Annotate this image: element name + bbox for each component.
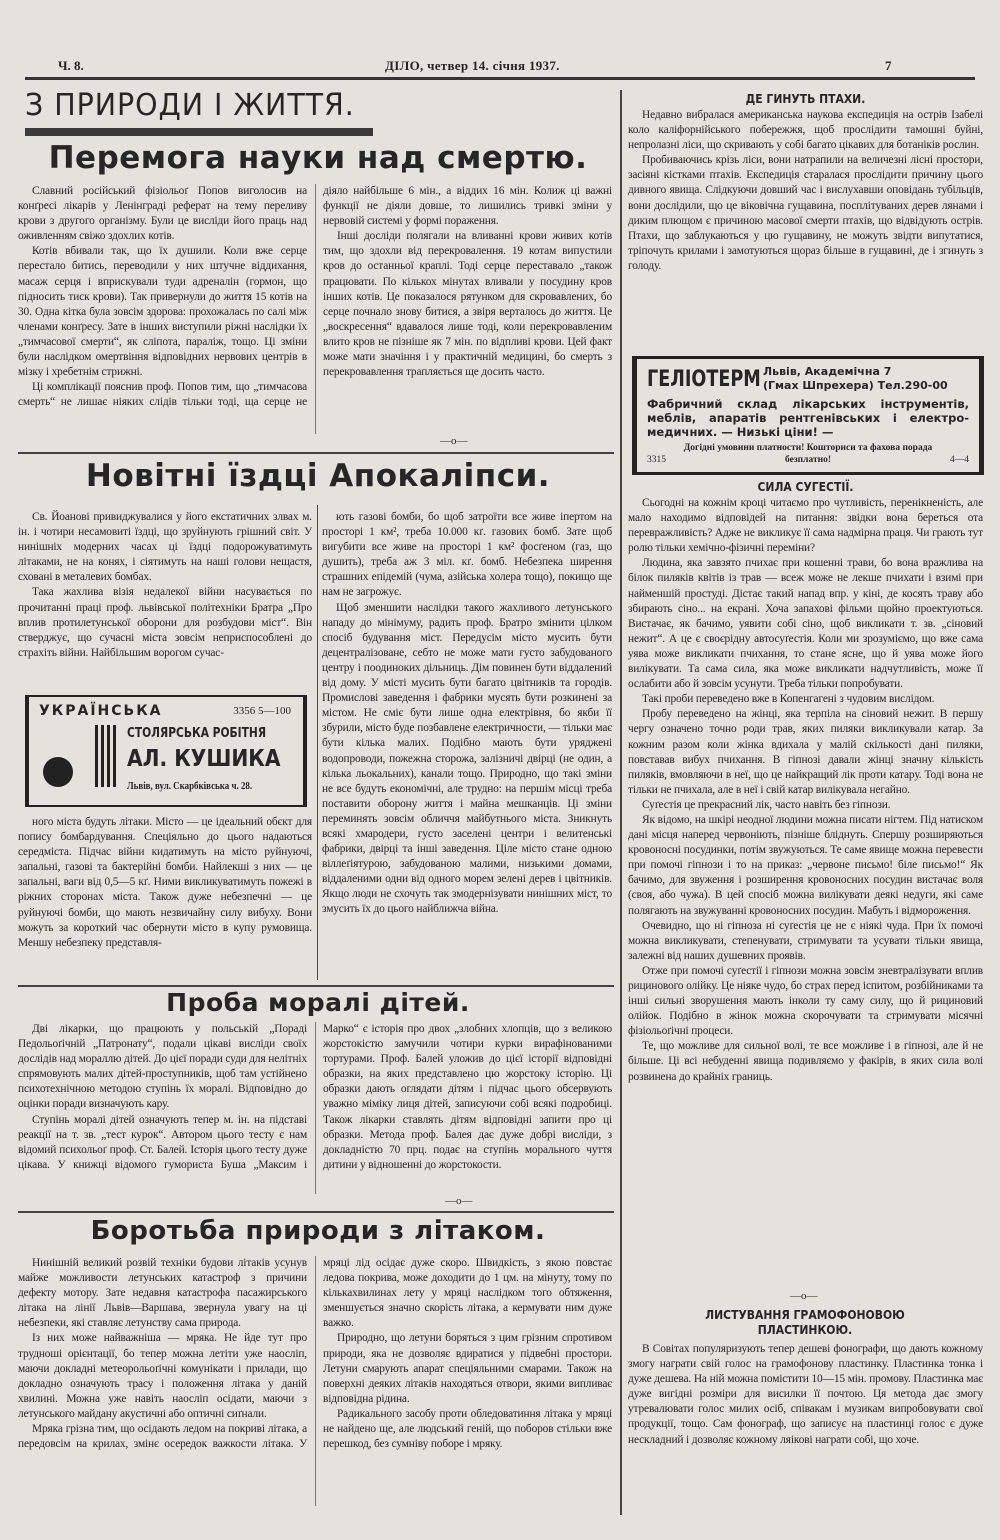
section-title-bar bbox=[25, 128, 373, 136]
divider bbox=[18, 1211, 614, 1213]
paragraph: Як відомо, на шкірі неодної людини можна писати нігтем. Під натиском дані місця наперед червоніють, пізніше бліднуть. Спершу розширяються кровоносні посудинки, потім звужуються. Те саме явище можна перевести при помочі гіпнози і то на приказ: „червоне письмо! біле письмо!“ Як бачимо, для звуження і розширення кровоносних посудин вистачає воля (своя, або чужа). В цей спосіб можна вилікувати деякі недуги, які саме полягають на звужуванні кровоносних посудин. Мабуть і відмороження. bbox=[628, 813, 983, 917]
article-body bbox=[18, 815, 312, 980]
separator: —о— bbox=[790, 1290, 818, 1302]
article-body bbox=[18, 510, 312, 692]
ad-address: Львів, вул. Скарбківська ч. 28. bbox=[127, 781, 253, 792]
ad-terms: Догідні умовини платности! Кошториси та фахова порада безплатно! bbox=[683, 443, 933, 465]
paragraph: Такі проби переведено вже в Копенгагені з чудовим вислідом. bbox=[642, 693, 935, 706]
paragraph: Пробиваючись крізь ліси, вони натрапили на величезні лісні простори, засіяні кістками птахів. Експедиція старалася прослідити причину цього дивного явища. Слідкуючи довший час і вислухавши оповідань тубільців, вони дослідили, що це віковічна гущавина, посплітуваних дерев лянами і диким плющом є причиною масової смерти птахів, що відвідують острів. Птахи, що заблукаються у цю гущавину, не можуть звідти випутатися, тріпочуть крилами і замотуються щораз більше в гущавині, де і згинуть з голоду. bbox=[628, 154, 983, 272]
advertisement-kushyk bbox=[25, 695, 307, 807]
divider bbox=[18, 985, 614, 987]
paragraph: Така жахлива візія недалекої війни насувається по прочитанні праці проф. львівської політехніки Братра „Про вплив протилетунської оборони для розбудови міст“. Він стверджує, що сучасні міста зовсім неприспособлені до страхіть війни. Найбільшим ворогом сучас- bbox=[18, 586, 312, 659]
separator: —о— bbox=[440, 435, 468, 447]
ad-code-left: 3315 bbox=[647, 455, 666, 465]
ad-code: 3356 5—100 bbox=[233, 705, 291, 717]
ad-line3: АЛ. КУШИКА bbox=[127, 746, 281, 772]
paragraph: Нинішній великий розвій техніки будови літаків усунув майже можливости летунських катастроф з причини дефекту мотору. Зате недавня катастрофа пасажирського літака на лінії Львів—Варшава, звернула увагу на ці небезпеки, які ставляє летунству сама природа. bbox=[18, 1257, 307, 1330]
paragraph: Очевидно, що ні гіпноза ні суґестія це не є ніякі чуда. При їх помочі можна викликувати, степенувати, стримувати та усувати тільки явища, залежні від наших душевних проявів. bbox=[628, 919, 983, 962]
paragraph: Із них може найважніша — мряка. Не йде тут про трудноші орієнтації, бо тепер можна летіти уже наосліп, маючи докладні метеорольоґічні комунікати і прилади, що докладно означують трасу і положення літака у даній хвилині. Можна уже навіть наосліп осідати, маючи з летунського майдану акустичні або оптичні сиґнали. bbox=[18, 1332, 307, 1420]
paragraph: Св. Йоанові привиджувалися у його екстатичних злвах м. ін. і чотири несамовиті їздці, що зруйнують грішний світ. У нинішніх модерних часах ці їздці подорожуватимуть літаками, не на конях, і сіятимуть на наші голови нещастя, сховані в металевих бомбах. bbox=[18, 511, 312, 584]
paragraph: Ступінь моралі дітей означують тепер м. ін. на підставі реакції на т. зв. „тест курок“. Автором цього тесту є нам відомий психольоґ проф. Ст. Балей. Історія цього тесту дуже цікава. У книжці відомого гумориста Буша „Максим і Марко“ є історія про двох „злобних хлопців, що з великою жорстокістю замучили чотири курки вирафінованими тортурами. Проф. Балей уложив до цієї історії відповідні образки, на яких представлено цю жорстоку історію. Ці образки дають оглядати дітям і підчас цього обсервують уважно міміку лиця дітей, записуючи собі всякі подробиці. Також лікарки ставлять дітям відповідні запити про ці образки. Метода проф. Балея дає дуже добрі висліди, з докладністю 70 прц. подає на ступінь морального чуття дитини у відношенні до жорстокости. bbox=[18, 1023, 612, 1171]
article-body bbox=[628, 1342, 983, 1507]
paragraph: Дві лікарки, що працюють у польській „Пораді Педольоґічній „Патронату“, подали цікаві висліди своїх дослідів над мораллю дітей. До цієї поради суди для нелітніх спрямовують малих дітей-проступників, щоб там устійнено психотехнічною методою ступінь їх моралі. Відповідно до оцінки поради визначують кару. bbox=[18, 1023, 307, 1111]
page-number: 7 bbox=[885, 58, 892, 73]
paragraph: В Совітах популяризують тепер дешеві фонографи, що дають кожному змогу награти свій голос на грамофонову пластинку. Пластинка тонка і дуже дешева. На ній можна помістити 10—15 мін. промову. Пластинка має дуже вигідні розміри для висилки її почтою. Ця метода дає змогу утревалювати голос милих осіб, співакам і музикам випробовувати свої продукції, тощо. Сам фонограф, що записує на пластинці голос є дуже нескладний і дозволяє кожному ляікові награти собі, що хоче. bbox=[628, 1343, 983, 1446]
paragraph: Щоб зменшити наслідки такого жахливого летунського нападу до мінімуму, радить проф. Братро змінити цілком спосіб будування міст. Передусім місто мусить бути децентралізоване, себто не може мати густо забудованого центру і поодиноких дільниць. Дім повинен бути віддалений від дому. У місті мусить бути багато цвітників та городів. Промислові заведення і фабрики мусять бути розкинені за містом. Не сміє бути лише одна електрівня, бо якби її збурили, місто буде позбавлене електричности, — тільки має бути кілька малих. Подібно мають бути уряджені водопроводи, пожежна сторожа, залізничі двірці (не один, а кілька льокальних), канали тощо. Природно, що такі зміни не все будуть економічні, але трудно: на першім місці треба поставити оборону життя і майна мешканців. Ці зміни переминять зовсім обличчя майбутнього міста. Зникнуть всякі хмародери, густо заселені центри і велитенські фабрики, двірці та інші заведення. Ціле місто стане одною віллеґіятурою, забудованою малими, низькими домами, віддаленими одни від одного морем зелені дерев і цвітників. Якщо люди не схочуть так змодернізувати нинішних міст, то змусить їх до цього найближча війна. bbox=[322, 601, 612, 916]
column-rule bbox=[620, 90, 622, 1515]
circle-logo-icon bbox=[43, 757, 73, 787]
ad-text: Фабричний склад лікарських інструментів, меблів, апаратів рентгенівських і електро-медичних. — Низькі ціни! — bbox=[647, 397, 969, 439]
paragraph: Отже при помочі суґестії і гіпнози можна зовсім зневтралізувати вплив рицинового олійку. Це ніяке чудо, бо страх перед іспитом, розбійниками та інші сильні зворушення мають інколи ту саму силу, що й рициновий олійок. Подібно в жінок можна скорочувати та стримувати місячні фізіольоґічні процеси. bbox=[628, 964, 983, 1038]
article-title: Боротьба природи з літаком. bbox=[90, 1216, 546, 1246]
article-title: Перемога науки над смертю. bbox=[48, 140, 588, 176]
paragraph: Недавно вибралася американська наукова експедиція на острів Ізабелі коло каліфорнійського побережжя, щоб прослідити тамошні буйні, непролазні ліси, що скривають у собі багато цікавих для ботаніків рослин. bbox=[628, 109, 983, 152]
ad-code-right: 4—4 bbox=[950, 455, 969, 465]
paragraph: Пробу переведено на жінці, яка терпіла на сіновий нежит. В першу чергу означено точно роди трав, яких пиляки викликували катар. За кожним разом коли жінка вдихала у малій скількості дані пиляки, повставав вибух пчихання. В гіпнозі давали жінці значну кількість пиляків, вмовляючи в неї, що це найкращий лік проти катару. Тоді вона не тільки не пчихала, але в неї і свій катар вилікувала негайно. bbox=[628, 708, 983, 796]
paragraph: ного міста будуть літаки. Місто — це ідеальний обєкт для попису бомбардування. Спеціяльно до цього надаються середміста. Підчас війни кидатимуть на місто руйнуючі, запальні, газові та бактерійні бомби. Найлекші з них — це запальні, ваги від 0,5—5 кґ. Ними викликуватимуть пожежі в ріжних сторонах міста. Також дуже небезпечні — це руйнуючі бомби, що мають незвичайну силу вибуху. Вони можуть за короткий час обернути місто в купу румовища. Меншу небезпеку представля- bbox=[18, 816, 312, 949]
paragraph: Ці комплікації пояснив проф. Попов тим, що „тимчасова смерть“ не лишає ніяких слідів тільки тоді, ща серце не діяло найбільше 6 мін., а віддих 16 мін. Колиж ці важні функції не діяли довше, то лишились тривкі зміни у нервовій системі у формі пораження. bbox=[18, 185, 612, 409]
article-title: Проба моралі дітей. bbox=[166, 988, 470, 1017]
header-rule bbox=[25, 77, 975, 80]
divider bbox=[18, 452, 614, 454]
ad-brand: ГЕЛІОТЕРМ bbox=[647, 366, 761, 392]
article-body bbox=[628, 496, 983, 1286]
ad-address2: (Гмах Шпрехера) Тел.290-00 bbox=[763, 379, 948, 392]
ad-address: Львів, Академічна 7 bbox=[763, 365, 892, 378]
paragraph: Радикального засобу проти обледоватиння літака у мряці не найдено ще, але людський геній, що поборов стільки вже перешкод, без сумніву поборе і мряку. bbox=[323, 1407, 612, 1451]
paragraph: Те, що можливе для сильної волі, те все можливе і в гіпнозі, але й не більше. Ці всі небуденні явища подивляємо у факірів, в яких сила волі розвинена до крайніх границь. bbox=[628, 1040, 983, 1083]
article-title: ЛИСТУВАННЯ ГРАМОФОНОВОЮ ПЛАСТИНКОЮ. bbox=[705, 1308, 905, 1337]
paragraph: Природно, що летуни боряться з цим грізним спротивом природи, яка не дозволяє вдиратися у підвебні простори. Летуни смарують апарат спеціяльними смарами. Також на поверхні деяких літаків находяться отвори, якими випливає відповідна рідина. bbox=[323, 1332, 612, 1405]
article-title: Новітні їздці Апокаліпси. bbox=[85, 458, 551, 494]
paragraph: Суґестія це прекрасний лік, часто навіть без гіпнози. bbox=[642, 798, 891, 811]
article-body bbox=[18, 184, 612, 434]
ad-line1: УКРАЇНСЬКА bbox=[39, 703, 163, 719]
paragraph: ють газові бомби, бо щоб затроїти все живе іпертом на просторі 1 км², треба 10.000 кґ. газових бомб. Зате щоб вигубити все живе на просторі 1 км² фосґеном (газ, що душить), треба аж 3 міл. кґ. бомб. Небезпека ширення страшних епідемій (чума, азійська холера тощо), покищо ще нам не загрожує. bbox=[322, 511, 612, 599]
article-body bbox=[322, 510, 612, 980]
bars-logo-icon bbox=[95, 725, 117, 787]
paragraph: Інші досліди полягали на вливанні крови живих котів тим, що здохли від перекровалення. 19 котам випустили кров до останньої краплі. Тоді серце переставало „також працювати. По кількох мінутах вливали у посудину кров інших котів. Це показалося рятунком для скровавлених, бо серце почнало знову битися, а звіря верталось до життя. Це „воскресення“ вдавалося лише тоді, коли перекровавленим влито кров не пізніше як 7 мін. по відпливі крови. Цей факт може мати значіння і у практичній медицині, бо смерть з перекровавлення трапляється ще досить часто. bbox=[323, 230, 612, 379]
separator: —о— bbox=[445, 1195, 473, 1207]
column-rule bbox=[317, 505, 318, 980]
newspaper-dateline: ДІЛО, четвер 14. січня 1937. bbox=[385, 58, 560, 73]
paragraph: Мряка грізна тим, що осідають ледом на покриві літака, а передовсім на крилах, змінє осередок важкости літака. У мряці лід осідає дуже скоро. Швидкість, з якою повстає ледова покрива, може доходити до 1 цм. на мінуту, тому по кількахвилинах лету у мряці наслідком того обтяження, зменшується значно скорість літака, а кермувати ним дуже важко. bbox=[18, 1257, 612, 1451]
page-section-number: Ч. 8. bbox=[58, 58, 84, 73]
paragraph: Людина, яка завзято пчихає при кошенні трави, бо вона вражлива на білок пиляків квітів із трав — всеж може не лекше пчихати і взимі при найменшій простуді. Дістає такий напад впр. у кіні, де косять траву або збирають сіно... на екрані. Хоча запахові фільми щойно проектуються. Вистачає, як бачимо, уявити собі сіно, щоб викликати т. зв. „сіновий нежит“. А це є своєрідну автосуґестія. Коли ми зрозуміємо, що вже сама уява може викликати пчихання, то стане ясне, що й уява може його вилікувати. Та сама сила, яка може викликати надчутливість, може її ослабити або й зовсім усунути. Треба тільки попробувати. bbox=[628, 557, 983, 691]
article-title: СИЛА СУГЕСТІЇ. bbox=[757, 480, 854, 494]
article-body bbox=[18, 1256, 612, 1506]
paragraph: Славний російський фізіольоґ Попов виголосив на конґресі лікарів у Ленінграді реферат на тему переливу крови з другого організму. Були це висліди його праць над оживленням свіжо здохлих котів. bbox=[18, 185, 307, 243]
ad-line2: СТОЛЯРСЬКА РОБІТНЯ bbox=[127, 726, 267, 741]
article-body bbox=[18, 1022, 612, 1194]
article-title: ДЕ ГИНУТЬ ПТАХИ. bbox=[745, 92, 866, 106]
section-title: З ПРИРОДИ І ЖИТТЯ. bbox=[25, 88, 355, 123]
article-body bbox=[628, 108, 983, 350]
advertisement-heliotherm bbox=[632, 356, 984, 475]
paragraph: Сьогодні на кожнім кроці читаємо про чутливість, перенікненість, але мало находимо відповідей на питання: звідки вона береться ота перевражливість? Адже не викликує її сама надмірна праця. Чи грають тут ролю тільки хемічно-фізичні переміни? bbox=[628, 497, 983, 555]
paragraph: Котів вбивали так, що їх душили. Коли вже серце перестало битись, переводили у них штучне віддихання, масаж серця і вприскували туди адреналін (гормон, що підносить тиск крови). Так привернули до життя 15 котів на 30. Одна кітка була зовсім здорова: прохожалась по салі між членами конґресу. Зате в інших виступили ріжні наслідки їх „тимчасової смерти“, як сліпота, параліж, тощо. Ці зміни були наслідком омертвіння відповідних нервових центрів в мізку і хребетнім стрижні. bbox=[18, 245, 307, 379]
